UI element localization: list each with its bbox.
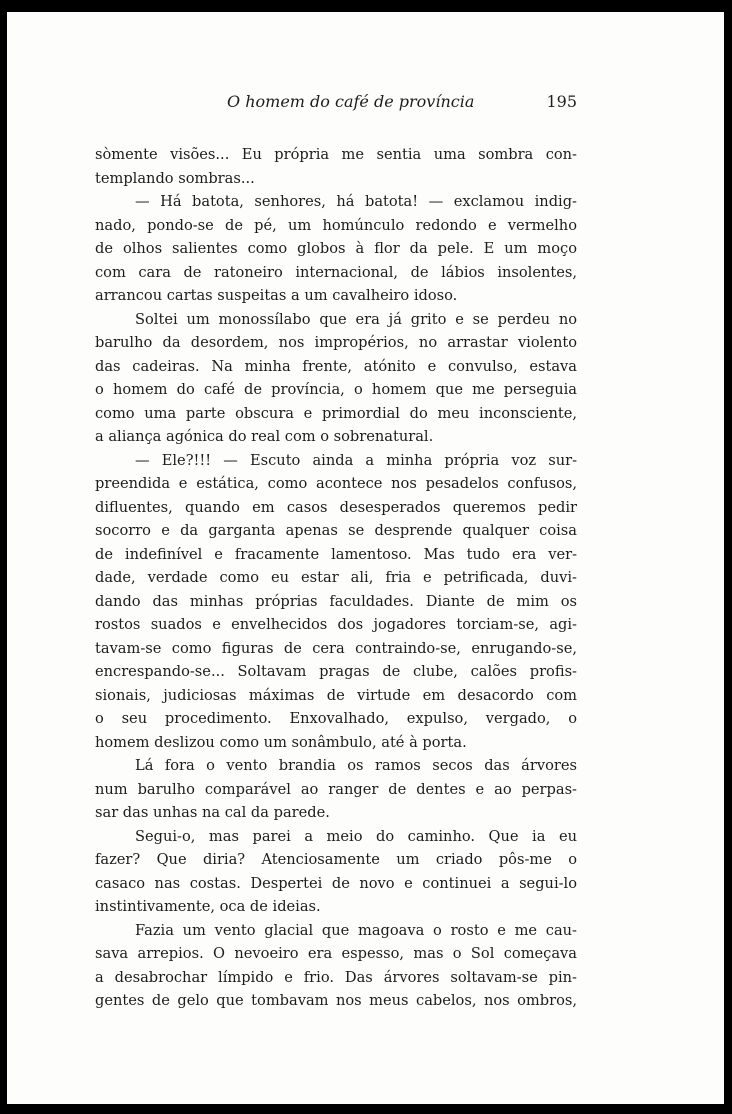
text-line: dando das minhas próprias faculdades. Diante de mim os <box>95 592 577 610</box>
text-line: instintivamente, oca de ideias. <box>95 898 321 915</box>
text-line: dade, verdade como eu estar ali, fria e petrificada, duvi- <box>95 569 577 586</box>
text-line: de indefinível e fracamente lamentoso. Mas tudo era ver- <box>95 545 577 563</box>
text-line: preendida e estática, como acontece nos pesadelos confusos, <box>95 475 577 492</box>
text-line: das cadeiras. Na minha frente, atónito e convulso, estava <box>95 357 577 375</box>
text-line: Fazia um vento glacial que magoava o rosto e me cau- <box>135 921 577 939</box>
text-line: a desabrochar límpido e frio. Das árvores soltavam-se pin- <box>95 968 577 986</box>
text-line: fazer? Que diria? Atenciosamente um criado pôs-me o <box>95 851 577 868</box>
text-line: com cara de ratoneiro internacional, de lábios insolentes, <box>95 263 577 281</box>
page-number: 195 <box>546 92 577 111</box>
running-title: O homem do café de província <box>227 92 475 111</box>
text-line: como uma parte obscura e primordial do meu inconsciente, <box>95 404 577 422</box>
text-line: sava arrepios. O nevoeiro era espesso, mas o Sol começava <box>95 945 577 962</box>
text-line: rostos suados e envelhecidos dos jogadores torciam-se, agi- <box>95 616 577 633</box>
text-line: difluentes, quando em casos desesperados queremos pedir <box>95 498 577 516</box>
book-page <box>7 12 724 1104</box>
text-line: num barulho comparável ao ranger de dentes e ao perpas- <box>95 780 577 798</box>
text-line: barulho da desordem, nos impropérios, no arrastar violento <box>95 334 577 351</box>
text-line: sòmente visões... Eu própria me sentia uma sombra con- <box>95 146 577 163</box>
text-line: arrancou cartas suspeitas a um cavalheiro idoso. <box>95 287 458 304</box>
text-line: Segui-o, mas parei a meio do caminho. Que ia eu <box>135 827 577 845</box>
text-line: templando sombras... <box>95 169 255 187</box>
body-text <box>95 143 577 1013</box>
text-line: a aliança agónica do real com o sobrenatural. <box>95 428 434 445</box>
text-line: o seu procedimento. Enxovalhado, expulso, vergado, o <box>95 710 577 727</box>
text-line: — Ele?!!! — Escuto ainda a minha própria voz sur- <box>135 451 577 469</box>
text-line: encrespando-se... Soltavam pragas de clube, calões profis- <box>95 663 577 680</box>
page-header <box>7 92 724 116</box>
text-line: Soltei um monossílabo que era já grito e se perdeu no <box>135 310 577 328</box>
text-line: sar das unhas na cal da parede. <box>95 804 330 821</box>
text-line: tavam-se como figuras de cera contraindo-se, enrugando-se, <box>95 639 577 657</box>
text-line: nado, pondo-se de pé, um homúnculo redondo e vermelho <box>95 216 577 234</box>
text-line: o homem do café de província, o homem que me perseguia <box>95 381 577 398</box>
text-line: sionais, judiciosas máximas de virtude em desacordo com <box>95 686 577 704</box>
text-line: Lá fora o vento brandia os ramos secos das árvores <box>135 757 577 774</box>
text-line: socorro e da garganta apenas se desprende qualquer coisa <box>95 522 577 539</box>
text-line: gentes de gelo que tombavam nos meus cabelos, nos ombros, <box>95 992 577 1009</box>
text-line: homem deslizou como um sonâmbulo, até à porta. <box>95 733 467 751</box>
text-line: casaco nas costas. Despertei de novo e continuei a segui-lo <box>95 874 577 892</box>
text-line: de olhos salientes como globos à flor da pele. E um moço <box>95 240 577 257</box>
text-line: — Há batota, senhores, há batota! — exclamou indig- <box>135 193 577 210</box>
